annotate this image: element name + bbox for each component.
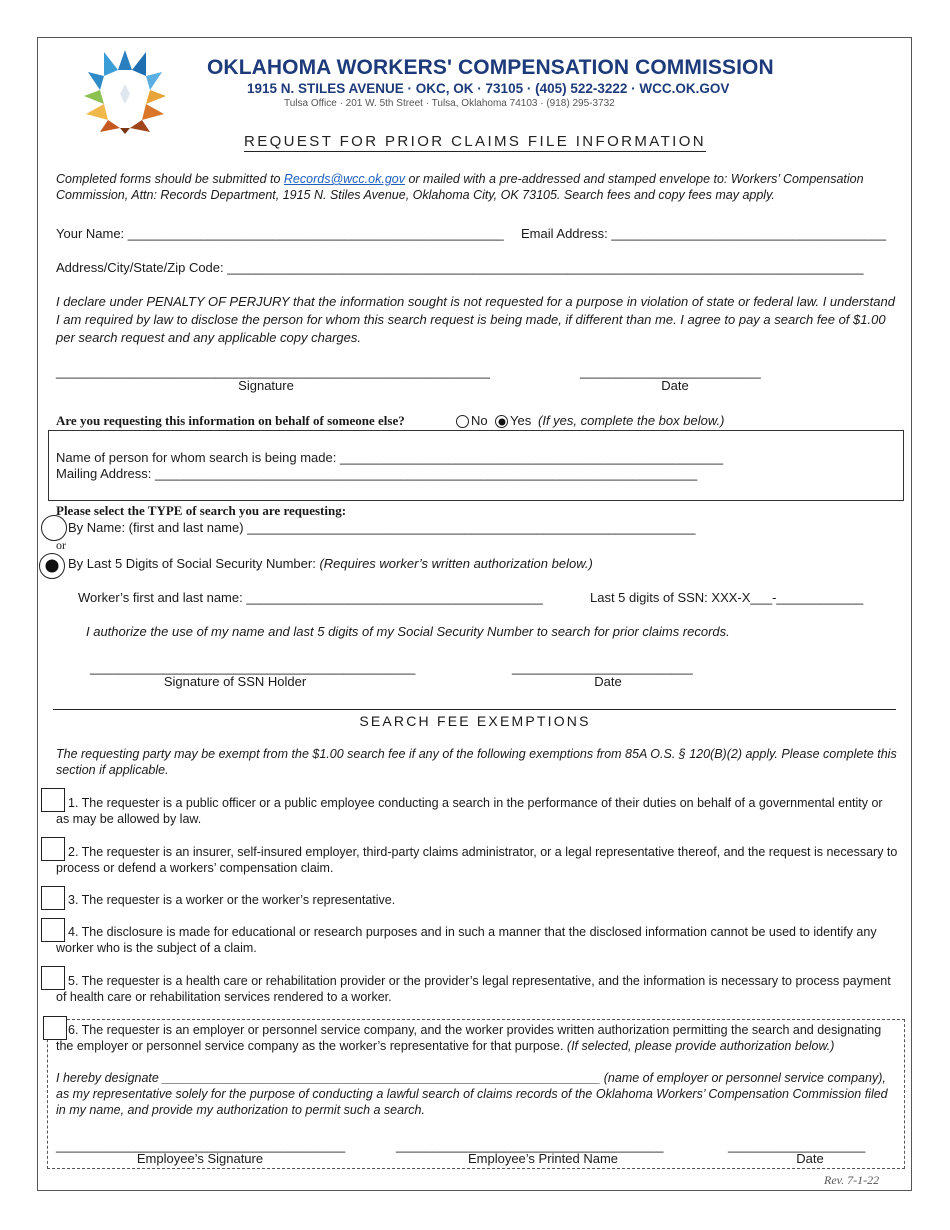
by-name-field[interactable]: By Name: (first and last name) ______________________________________________________________ <box>68 520 696 535</box>
email-address-field[interactable]: Email Address: ______________________________________ <box>521 226 887 241</box>
section-divider <box>53 709 896 710</box>
perjury-declaration: I declare under PENALTY OF PERJURY that the information sought is not requested for a purpose in violation of state or federal law. I understand I am required by law to disclose the person for whom this search request is being made, if different than me. I agree to pay a search fee of $1.00 per search request and any applicable copy charges. <box>56 294 895 345</box>
employee-date-line[interactable]: ___________________ <box>728 1138 866 1153</box>
exemption-3-text: 3. The requester is a worker or the worker’s representative. <box>68 893 396 907</box>
address-field[interactable]: Address/City/State/Zip Code: ________________________________________________________________________________________ <box>56 260 864 275</box>
ssn-date-label: Date <box>594 674 622 689</box>
intro-text: Completed forms should be submitted to Records@wcc.ok.gov or mailed with a pre-addressed and stamped envelope to: Workers’ Compensation Commission, Attn: Records Department, 1915 N. Stiles Avenue, Oklahoma City, OK 73105. Search fees and copy fees may apply. <box>56 172 864 202</box>
behalf-no-label: No <box>471 413 488 428</box>
ssn-signature-line[interactable]: _____________________________________________ <box>90 660 416 675</box>
exemption-1-text: 1. The requester is a public officer or a public employee conducting a search in the performance of their duties on behalf of a governmental entity or as may be allowed by law. <box>56 796 883 826</box>
designate-text: I hereby designate _______________________________________________________________ (name of employer or personnel service company), as my representative solely for the purpose of conducting a lawful search of claims records of the Oklahoma Workers’ Compensation Commission filed in my name, and provide my authorization to permit such a search. <box>56 1071 888 1117</box>
exemption-6-text: 6. The requester is an employer or personnel service company, and the worker provides written authorization permitting the search and designating the employer or personnel service company as the worker’s representative for that purpose. (If selected, please provide authorization below.) <box>56 1023 882 1053</box>
signature-label: Signature <box>238 378 294 393</box>
behalf-note: (If yes, complete the box below.) <box>538 413 725 428</box>
search-by-ssn-radio[interactable] <box>39 553 65 579</box>
exemption-2-text: 2. The requester is an insurer, self-insured employer, third-party claims administrator, or a legal representative thereof, and the request is necessary to process or defend a workers’ compensation claim. <box>56 845 898 875</box>
ssn-date-line[interactable]: _________________________ <box>512 660 693 675</box>
org-address: 1915 N. STILES AVENUE · OKC, OK · 73105 · (405) 522-3222 · WCC.OK.GOV <box>247 81 730 96</box>
tulsa-office: Tulsa Office · 201 W. 5th Street · Tulsa, Oklahoma 74103 · (918) 295-3732 <box>284 98 615 109</box>
behalf-no-radio[interactable] <box>456 415 469 428</box>
records-email-link[interactable]: Records@wcc.ok.gov <box>283 172 405 186</box>
employee-signature-label: Employee’s Signature <box>136 1151 264 1166</box>
mailing-address-field[interactable]: Mailing Address: ___________________________________________________________________________ <box>56 466 698 481</box>
date-label: Date <box>661 378 689 393</box>
your-name-field[interactable]: Your Name: ____________________________________________________ <box>56 226 504 241</box>
person-name-field[interactable]: Name of person for whom search is being made: _____________________________________________________ <box>56 450 724 465</box>
exemption-5-text: 5. The requester is a health care or rehabilitation provider or the provider’s legal representative, and the information is necessary to process payment of health care or rehabilitation services rendered to a worker. <box>56 974 891 1004</box>
ssn-digits-field[interactable]: Last 5 digits of SSN: XXX-X___-____________ <box>590 590 864 605</box>
behalf-yes-label: Yes <box>510 413 532 428</box>
by-ssn-label: By Last 5 Digits of Social Security Number: (Requires worker’s written authorization below.) <box>68 556 593 571</box>
employee-name-label: Employee’s Printed Name <box>467 1151 619 1166</box>
exemptions-intro: The requesting party may be exempt from the $1.00 search fee if any of the following exemptions from 85A O.S. § 120(B)(2) apply. Please complete this section if applicable. <box>56 747 897 777</box>
exemption-4-text: 4. The disclosure is made for educational or research purposes and in such a manner that the disclosed information cannot be used to identify any worker who is the subject of a claim. <box>56 925 877 955</box>
worker-name-field[interactable]: Worker’s first and last name: _________________________________________ <box>78 590 543 605</box>
behalf-question: Are you requesting this information on behalf of someone else? <box>56 413 405 428</box>
org-name: OKLAHOMA WORKERS' COMPENSATION COMMISSION <box>207 56 774 79</box>
exemptions-title: SEARCH FEE EXEMPTIONS <box>359 713 591 729</box>
form-title: REQUEST FOR PRIOR CLAIMS FILE INFORMATION <box>243 133 707 150</box>
revision-label: Rev. 7-1-22 <box>824 1173 880 1187</box>
signature-line[interactable]: ____________________________________________________________ <box>56 364 490 379</box>
okwcc-star-logo <box>80 44 170 136</box>
or-label: or <box>56 538 66 552</box>
employee-date-label: Date <box>796 1151 824 1166</box>
date-line[interactable]: _________________________ <box>580 364 761 379</box>
form-border <box>37 37 912 1191</box>
behalf-yes-radio[interactable] <box>495 415 508 428</box>
employee-signature-line[interactable]: ________________________________________ <box>56 1138 346 1153</box>
search-type-question: Please select the TYPE of search you are requesting: <box>56 503 347 518</box>
employee-name-line[interactable]: _____________________________________ <box>396 1138 664 1153</box>
ssn-signature-label: Signature of SSN Holder <box>163 674 307 689</box>
ssn-authorization-text: I authorize the use of my name and last 5 digits of my Social Security Number to search for prior claims records. <box>86 624 730 639</box>
